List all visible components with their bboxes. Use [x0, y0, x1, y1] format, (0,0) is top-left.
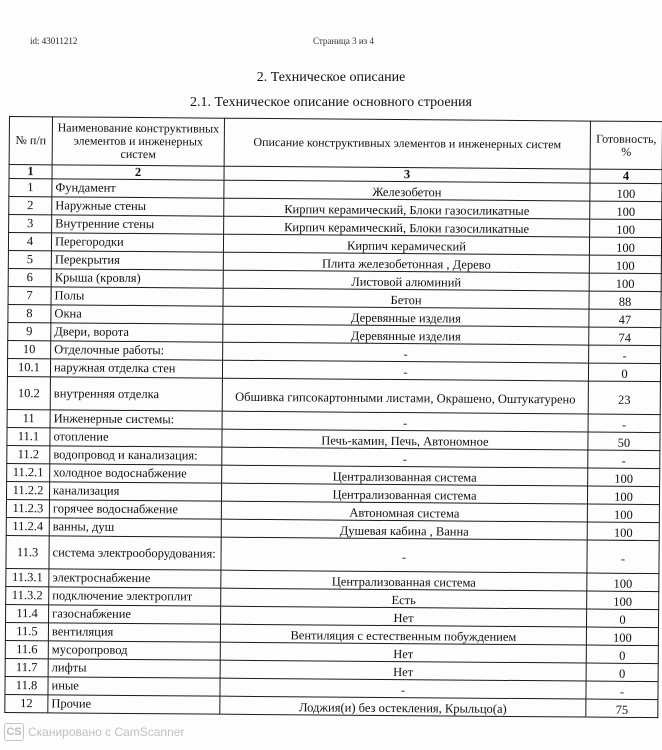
element-name: Перегородки [51, 233, 223, 252]
element-name: ванны, душ [49, 518, 221, 537]
element-description: Нет [220, 642, 586, 663]
readiness-percent: - [587, 540, 659, 574]
row-number: 11.6 [5, 640, 48, 658]
element-name: система электрооборудования: [49, 536, 221, 570]
element-description: - [220, 678, 586, 699]
element-description: Автономная система [221, 501, 587, 522]
element-name: отопление [50, 428, 222, 447]
element-name: лифты [48, 659, 220, 678]
element-description: Кирпич керамический, Блоки газосиликатные [224, 216, 590, 237]
readiness-percent: 74 [589, 327, 661, 346]
readiness-percent: - [588, 414, 660, 433]
element-name: канализация [49, 482, 221, 501]
readiness-percent: 47 [589, 309, 661, 328]
readiness-percent: 100 [589, 273, 661, 292]
element-name: газоснабжение [49, 605, 221, 624]
row-number: 11.5 [5, 622, 48, 640]
readiness-percent: 23 [588, 381, 660, 415]
element-description: Централизованная система [222, 465, 588, 486]
element-description: Бетон [223, 288, 589, 309]
readiness-percent: 100 [589, 255, 661, 274]
element-description: Централизованная система [221, 483, 587, 504]
element-name: холодное водоснабжение [50, 464, 222, 483]
row-number: 11.1 [7, 427, 50, 445]
row-number: 11 [7, 409, 50, 427]
row-number: 6 [8, 268, 51, 286]
readiness-percent: 100 [590, 219, 662, 238]
row-number: 4 [8, 233, 51, 251]
row-number: 11.3.1 [6, 568, 49, 586]
element-description: Деревянные изделия [223, 306, 589, 327]
row-number: 1 [9, 179, 52, 197]
element-description: Обшивка гипсокартонными листами, Окрашено, Оштукатурено [222, 378, 588, 414]
element-description: Печь-камин, Печь, Автономное [222, 429, 588, 450]
table-row [6, 535, 659, 573]
element-description: - [222, 447, 588, 468]
camscanner-watermark [4, 723, 184, 741]
column-number: 4 [590, 169, 662, 184]
readiness-percent: 0 [587, 609, 659, 628]
element-description: Кирпич керамический [223, 234, 589, 255]
element-name: водопровод и канализация: [50, 446, 222, 465]
page-number: Страница 3 из 4 [313, 36, 374, 46]
row-number: 11.2 [7, 445, 50, 463]
row-number: 11.3 [6, 535, 49, 568]
header-element-name: Наименование конструктивных элементов и инженерных систем [52, 117, 224, 166]
element-name: мусоропровод [48, 641, 220, 660]
element-name: Отделочные работы: [51, 341, 223, 360]
camscanner-logo-icon: CS [4, 723, 24, 741]
readiness-percent: 0 [588, 363, 660, 382]
row-number: 2 [9, 197, 52, 215]
row-number: 5 [8, 250, 51, 268]
column-number: 2 [52, 165, 224, 180]
column-number: 1 [9, 165, 52, 179]
scanner-label: Сканировано с CamScanner [28, 725, 185, 739]
element-name: иные [48, 677, 220, 696]
element-description: Нет [221, 606, 587, 627]
readiness-percent: 0 [586, 663, 658, 682]
element-name: Двери, ворота [51, 323, 223, 342]
row-number: 9 [8, 322, 51, 340]
element-description: Лоджия(и) без остекления, Крыльцо(а) [220, 696, 586, 717]
row-number: 11.8 [5, 676, 48, 694]
readiness-percent: 100 [587, 522, 659, 541]
row-number: 11.2.4 [6, 517, 49, 535]
readiness-percent: 100 [590, 183, 662, 202]
element-description: Кирпич керамический, Блоки газосиликатные [224, 198, 590, 219]
row-number: 11.4 [6, 604, 49, 622]
row-number: 11.2.1 [7, 463, 50, 481]
element-description: Вентиляция с естественным побуждением [220, 624, 586, 645]
element-name: Крыша (кровля) [51, 269, 223, 288]
technical-description-table [4, 116, 662, 718]
element-name: Наружные стены [52, 197, 224, 216]
readiness-percent: 50 [588, 432, 660, 451]
row-number: 3 [9, 215, 52, 233]
table-header-row [9, 117, 662, 170]
element-name: Инженерные системы: [50, 410, 222, 429]
row-number: 7 [8, 286, 51, 304]
readiness-percent: 100 [589, 237, 661, 256]
element-description: Плита железобетонная , Дерево [223, 252, 589, 273]
element-description: Нет [220, 660, 586, 681]
readiness-percent: - [588, 450, 660, 469]
element-name: подключение электроплит [49, 587, 221, 606]
element-description: - [222, 411, 588, 432]
row-number: 11.7 [5, 658, 48, 676]
element-name: Полы [51, 287, 223, 306]
readiness-percent: - [586, 681, 658, 700]
section-title: 2. Техническое описание [256, 70, 406, 85]
readiness-percent: 88 [589, 291, 661, 310]
element-name: Окна [51, 305, 223, 324]
row-number: 10.2 [7, 376, 50, 409]
row-number: 10 [8, 340, 51, 358]
header-number: № п/п [9, 117, 52, 165]
row-number: 12 [5, 694, 48, 712]
readiness-percent: 100 [588, 468, 660, 487]
element-name: вентиляция [48, 623, 220, 642]
element-description: Деревянные изделия [223, 324, 589, 345]
element-description: Есть [221, 588, 587, 609]
element-description: Централизованная система [221, 570, 587, 591]
row-number: 10.1 [7, 358, 50, 376]
element-description: Душевая кабина , Ванна [221, 519, 587, 540]
table-row [5, 694, 658, 717]
header-description: Описание конструктивных элементов и инженерных систем [224, 118, 590, 169]
element-description: Листовой алюминий [223, 270, 589, 291]
readiness-percent: 100 [590, 201, 662, 220]
element-name: Перекрытия [51, 251, 223, 270]
element-name: Фундамент [52, 179, 224, 198]
document-id: id: 43011212 [30, 36, 78, 46]
row-number: 11.2.2 [6, 481, 49, 499]
row-number: 11.3.2 [6, 586, 49, 604]
element-description: - [221, 537, 587, 573]
readiness-percent: - [589, 345, 661, 364]
element-description: - [223, 342, 589, 363]
subsection-title: 2.1. Техническое описание основного строения [190, 95, 472, 110]
element-name: электроснабжение [49, 569, 221, 588]
element-name: Внутренние стены [52, 215, 224, 234]
header-readiness: Готовность, % [590, 121, 662, 170]
readiness-percent: 100 [587, 573, 659, 592]
element-description: - [222, 360, 588, 381]
column-number: 3 [224, 166, 590, 183]
readiness-percent: 100 [587, 504, 659, 523]
element-name: внутренняя отделка [50, 377, 222, 411]
readiness-percent: 100 [586, 627, 658, 646]
element-name: Прочие [48, 695, 220, 714]
element-name: горячее водоснабжение [49, 500, 221, 519]
readiness-percent: 100 [587, 591, 659, 610]
table-row [7, 376, 660, 414]
element-description: Железобетон [224, 180, 590, 201]
readiness-percent: 100 [587, 486, 659, 505]
readiness-percent: 75 [586, 699, 658, 718]
row-number: 8 [8, 304, 51, 322]
row-number: 11.2.3 [6, 499, 49, 517]
element-name: наружная отделка стен [50, 359, 222, 378]
readiness-percent: 0 [586, 645, 658, 664]
